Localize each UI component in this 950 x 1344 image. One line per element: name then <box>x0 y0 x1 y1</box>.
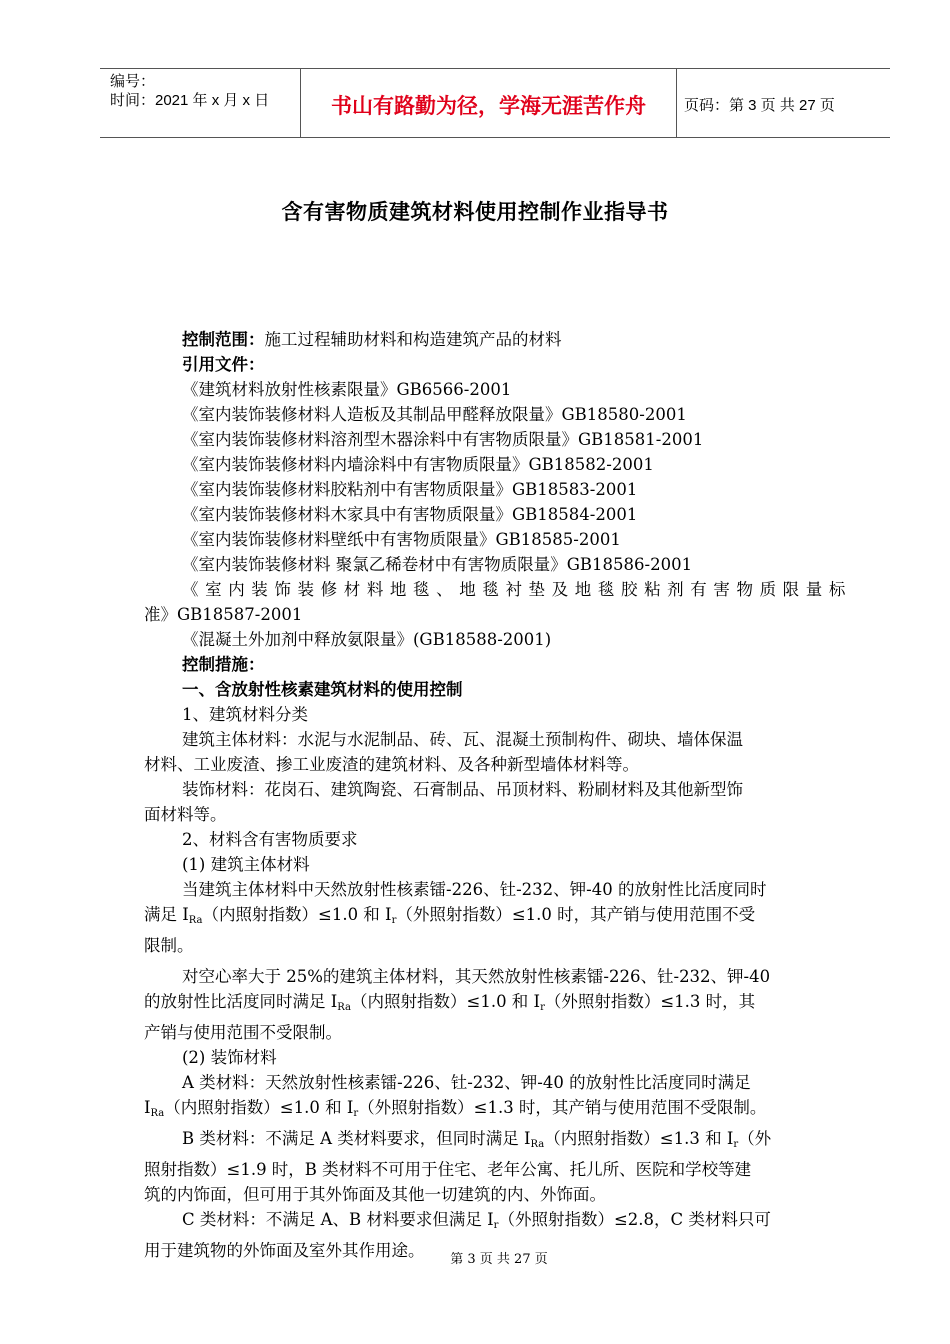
deco-materials-line1: 装饰材料：花岗石、建筑陶瓷、石膏制品、吊顶材料、粉刷材料及其他新型饰 <box>182 780 743 799</box>
document-body <box>144 327 848 1263</box>
ref-item: 《室内装饰装修材料壁纸中有害物质限量》GB18585-2001 <box>182 530 621 549</box>
para-class-b-line1 <box>144 1126 848 1157</box>
ref-item: 《建筑材料放射性核素限量》GB6566-2001 <box>182 380 512 399</box>
document-title: 含有害物质建筑材料使用控制作业指导书 <box>281 200 669 224</box>
main-materials-line1: 建筑主体材料：水泥与水泥制品、砖、瓦、混凝土预制构件、砌块、墙体保温 <box>182 730 743 749</box>
header-meta-cell <box>100 69 300 137</box>
subscript: Ra <box>188 915 203 926</box>
text-run: 的放射性比活度同时满足 I <box>144 992 338 1011</box>
subscript: r <box>733 1139 739 1150</box>
subscript: r <box>493 1220 499 1231</box>
para-class-b-line3: 筑的内饰面，但可用于其外饰面及其他一切建筑的内、外饰面。 <box>144 1185 606 1204</box>
text-run: （外照射指数）≤1.3 时，其产销与使用范围不受限制。 <box>358 1098 767 1117</box>
ref-item: 《室内装饰装修材料人造板及其制品甲醛释放限量》GB18580-2001 <box>182 405 687 424</box>
ref-item: 《室内装饰装修材料溶剂型木器涂料中有害物质限量》GB18581-2001 <box>182 430 704 449</box>
text-run: （外照射指数）≤1.3 时，其 <box>544 992 756 1011</box>
refs-label: 引用文件： <box>182 355 265 374</box>
para-class-c-line1 <box>144 1207 848 1238</box>
text-run: I <box>144 1098 151 1117</box>
doc-time-label: 时间：2021 年 x 月 x 日 <box>110 92 270 109</box>
ref-item: 《室内装饰装修材料 聚氯乙稀卷材中有害物质限量》GB18586-2001 <box>182 555 693 574</box>
deco-materials-line2: 面材料等。 <box>144 805 227 824</box>
text-run: 满足 I <box>144 905 189 924</box>
para-hollow-line1: 对空心率大于 25%的建筑主体材料，其天然放射性核素镭-226、钍-232、钾-40 <box>182 967 771 986</box>
text-run: （外 <box>738 1129 772 1148</box>
scope-line <box>144 327 848 352</box>
para-main-limits-line2 <box>144 902 848 933</box>
scope-text: 施工过程辅助材料和构造建筑产品的材料 <box>264 330 562 349</box>
text-run: （外照射指数）≤2.8，C 类材料只可 <box>498 1210 771 1229</box>
text-run: （内照射指数）≤1.0 和 I <box>164 1098 354 1117</box>
subscript: r <box>540 1002 545 1013</box>
subscript: Ra <box>337 1002 351 1013</box>
text-run: （内照射指数）≤1.0 和 I <box>202 905 392 924</box>
subscript: Ra <box>150 1108 165 1119</box>
para-class-a-line2 <box>144 1095 848 1126</box>
ref-item: 《室内装饰装修材料内墙涂料中有害物质限量》GB18582-2001 <box>182 455 654 474</box>
measures-label: 控制措施： <box>182 655 265 674</box>
ref-item-concrete: 《混凝土外加剂中释放氨限量》(GB18588-2001) <box>182 630 552 649</box>
header-motto-cell <box>300 69 677 137</box>
ref-item-carpet-line2: 准》GB18587-2001 <box>144 605 303 624</box>
subscript: Ra <box>530 1139 545 1150</box>
sub-heading: (2) 装饰材料 <box>182 1048 277 1067</box>
scope-label: 控制范围： <box>182 330 265 349</box>
item-heading: 2、材料含有害物质要求 <box>182 830 358 849</box>
ref-item-carpet-line1: 《室内装饰装修材料地毯、地毯衬垫及地毯胶粘剂有害物质限量标 <box>182 580 848 599</box>
text-run: （内照射指数）≤1.0 和 I <box>351 992 541 1011</box>
text-run: （外照射指数）≤1.0 时，其产销与使用范围不受 <box>396 905 756 924</box>
header-page-cell <box>676 69 890 137</box>
header-page-info: 页码：第 3 页 共 27 页 <box>684 97 835 114</box>
text-run: B 类材料：不满足 A 类材料要求，但同时满足 I <box>182 1129 531 1148</box>
header-table <box>100 68 890 138</box>
para-main-limits-line1: 当建筑主体材料中天然放射性核素镭-226、钍-232、钾-40 的放射性比活度同时 <box>182 880 767 899</box>
para-hollow-line3: 产销与使用范围不受限制。 <box>144 1023 342 1042</box>
subscript: r <box>353 1108 359 1119</box>
para-hollow-line2 <box>144 989 848 1020</box>
subscript: r <box>391 915 397 926</box>
para-main-limits-line3: 限制。 <box>144 936 194 955</box>
section-heading: 一、含放射性核素建筑材料的使用控制 <box>182 680 463 699</box>
para-class-c-line2: 用于建筑物的外饰面及室外其作用途。 <box>144 1241 425 1260</box>
ref-item: 《室内装饰装修材料胶粘剂中有害物质限量》GB18583-2001 <box>182 480 638 499</box>
item-heading: 1、建筑材料分类 <box>182 705 308 724</box>
para-class-a-line1: A 类材料：天然放射性核素镭-226、钍-232、钾-40 的放射性比活度同时满足 <box>182 1073 751 1092</box>
text-run: C 类材料：不满足 A、B 材料要求但满足 I <box>182 1210 494 1229</box>
sub-heading: (1) 建筑主体材料 <box>182 855 310 874</box>
doc-number-label: 编号： <box>110 73 156 90</box>
main-materials-line2: 材料、工业废渣、掺工业废渣的建筑材料、及各种新型墙体材料等。 <box>144 755 639 774</box>
page-footer: 第 3 页 共 27 页 <box>450 1252 548 1267</box>
ref-item: 《室内装饰装修材料木家具中有害物质限量》GB18584-2001 <box>182 505 638 524</box>
header-motto: 书山有路勤为径，学海无涯苦作舟 <box>331 94 646 118</box>
text-run: （内照射指数）≤1.3 和 I <box>544 1129 734 1148</box>
para-class-b-line2: 照射指数）≤1.9 时，B 类材料不可用于住宅、老年公寓、托儿所、医院和学校等建 <box>144 1160 752 1179</box>
